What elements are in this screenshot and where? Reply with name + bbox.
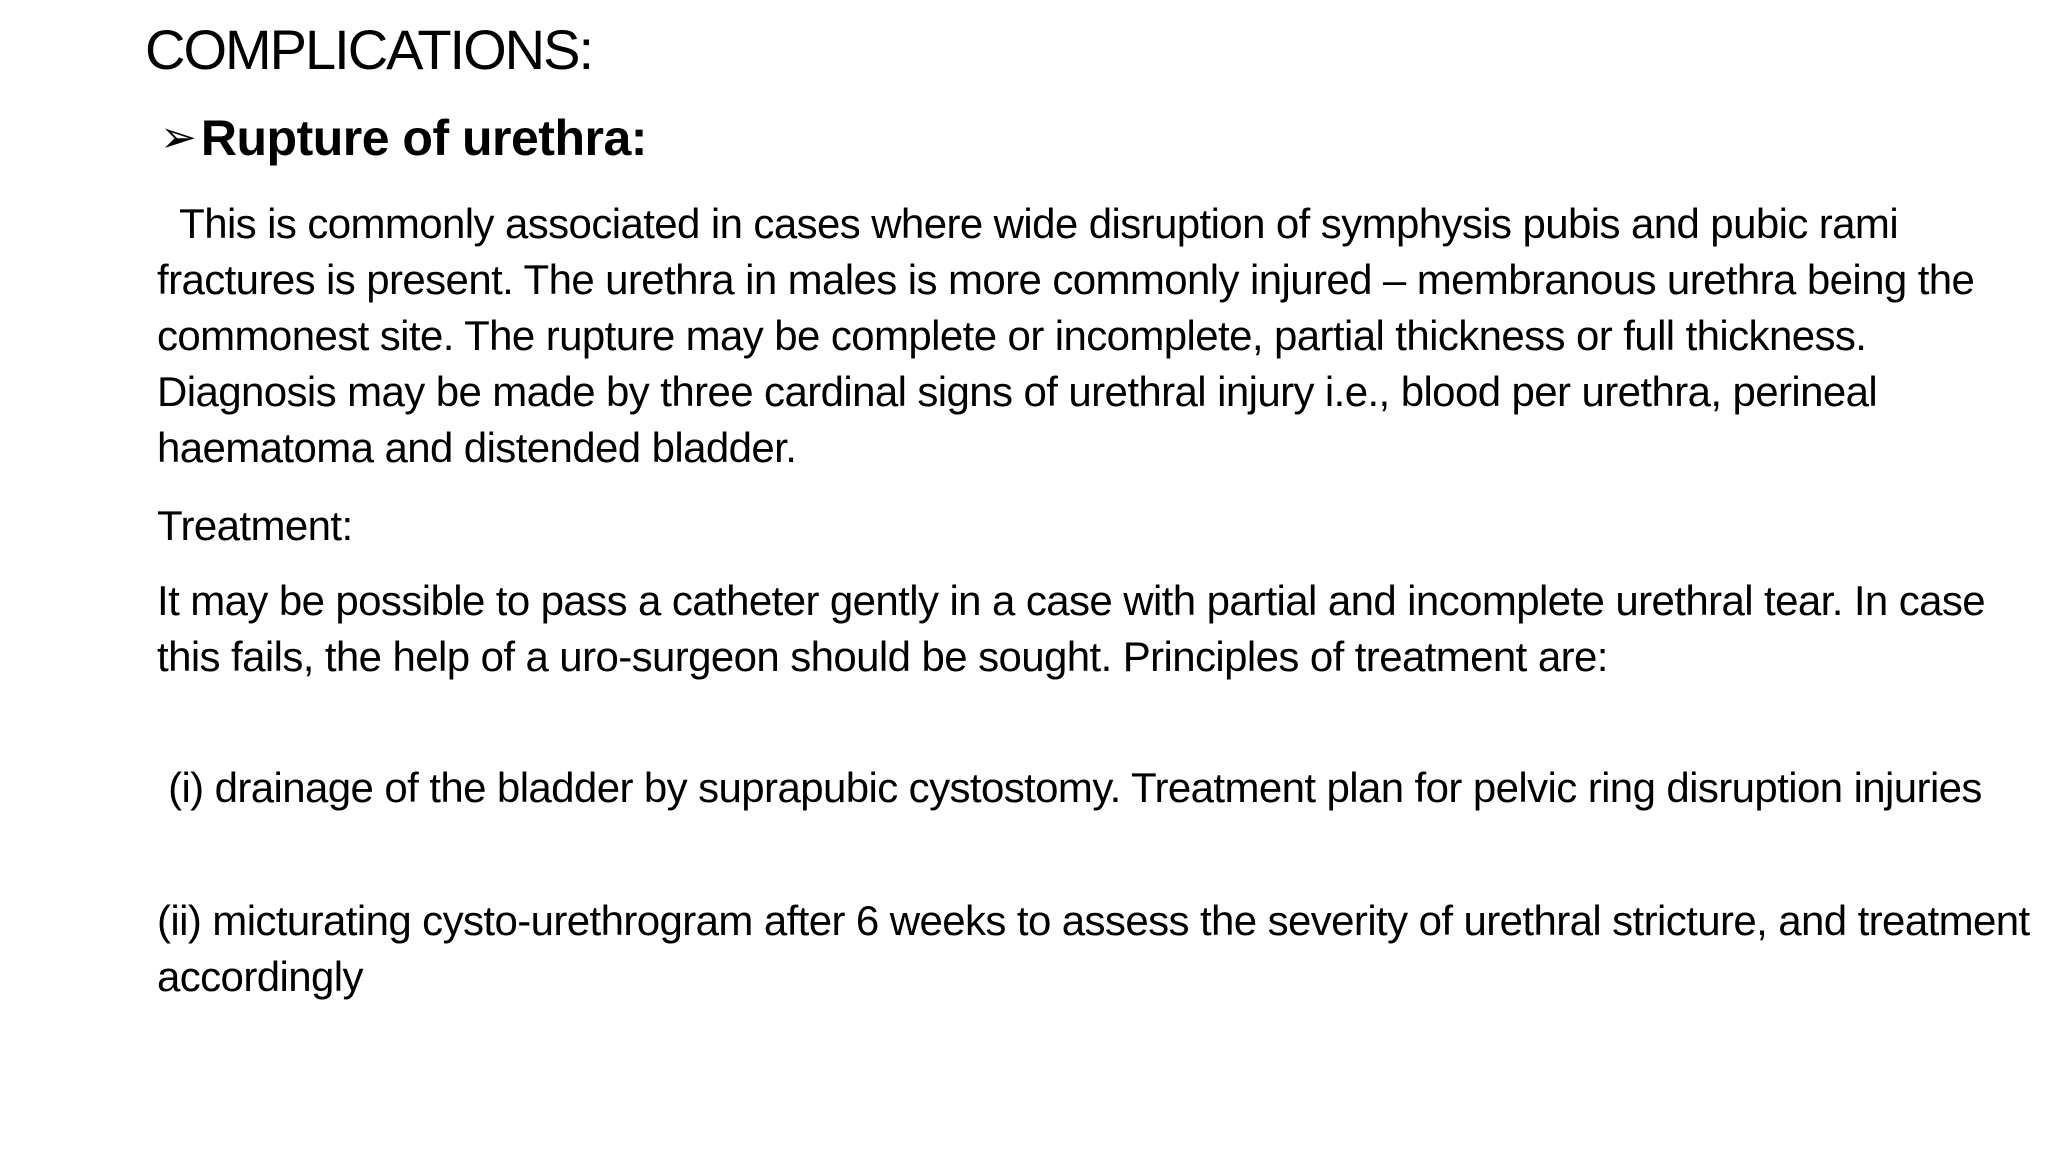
treatment-step-2: (ii) micturating cysto-urethrogram after 6 weeks to assess the severity of urethral stricture, and treatment accordingly <box>157 897 2030 1000</box>
arrow-bullet-icon: ➢ <box>160 113 197 162</box>
paragraph-description: This is commonly associated in cases where wide disruption of symphysis pubis and pubic rami fractures is present. The urethra in males is more commonly injured – membranous urethra being the commonest site. The rupture may be complete or incomplete, partial thickness or full thickness. Diagnosis may be made by three cardinal signs of urethral injury i.e., blood per urethra, perineal haematoma and distended bladder. <box>157 200 1975 471</box>
subheading <box>160 102 647 174</box>
treatment-label: Treatment: <box>157 502 353 549</box>
slide-title: COMPLICATIONS: <box>145 18 593 81</box>
subheading-text: Rupture of urethra: <box>200 110 647 166</box>
treatment-step-1: (i) drainage of the bladder by suprapubic cystostomy. Treatment plan for pelvic ring disruption injuries <box>157 764 1982 811</box>
paragraph-treatment: It may be possible to pass a catheter gently in a case with partial and incomplete urethral tear. In case this fails, the help of a uro-surgeon should be sought. Principles of treatment are: <box>157 577 1986 680</box>
